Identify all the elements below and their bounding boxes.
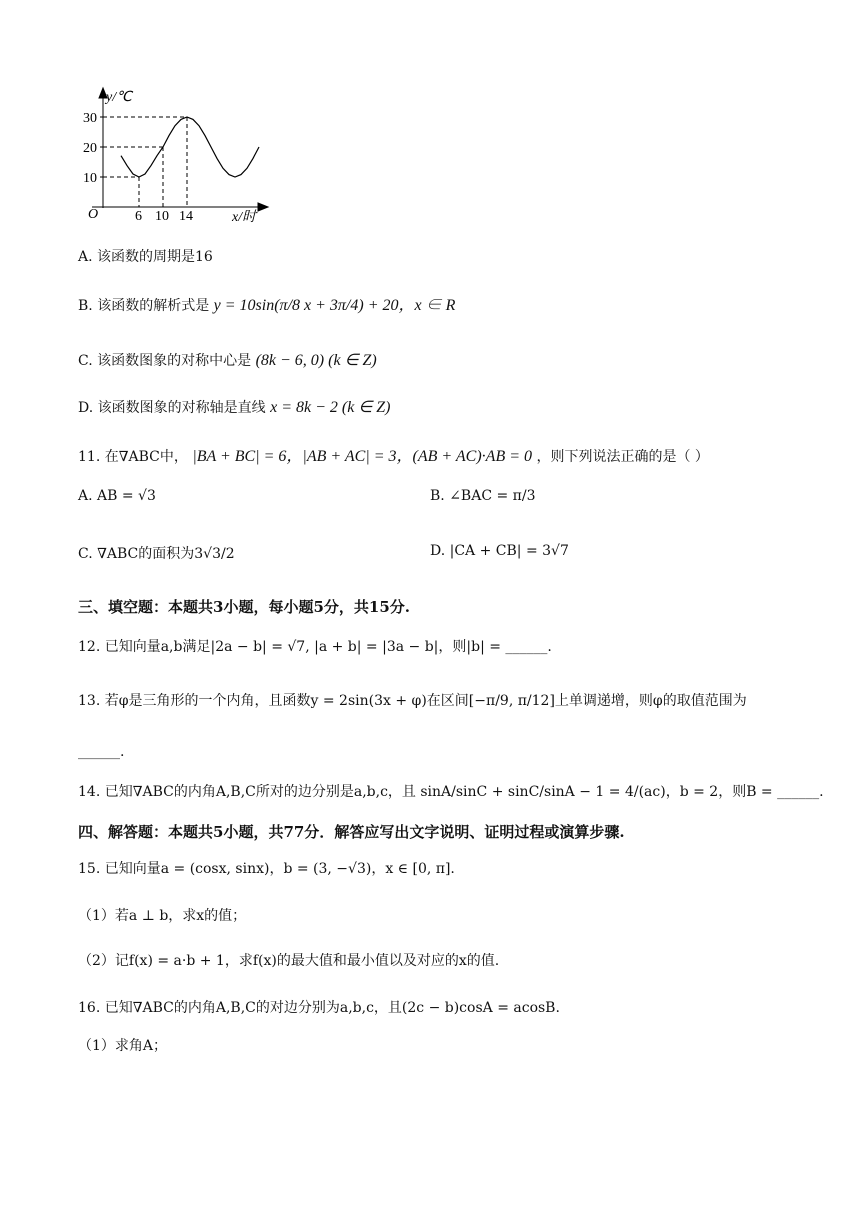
x-tick-label: 6 [135,209,142,224]
q10-option-d-text: D. 该函数图象的对称轴是直线 [78,400,266,416]
y-tick-label: 30 [83,111,97,126]
q14: 14. 已知∇ABC的内角A,B,C所对的边分别是a,b,c，且 sinA/sinC + sinC/sinA − 1 = 4/(ac)，b = 2，则B = ______. [78,784,824,800]
q10-option-b-formula: y = 10sin(π/8 x + 3π/4) + 20，x ∈ R [213,297,456,314]
q15-part-1: （1）若a ⊥ b，求x的值； [78,908,247,924]
q11-stem [78,443,709,466]
q10-option-c-formula: (8k − 6, 0) (k ∈ Z) [255,352,377,369]
section-3-heading: 三、填空题：本题共3小题，每小题5分，共15分. [78,598,410,616]
origin-label: O [88,207,99,222]
q11-stem-suffix: ，则下列说法正确的是（ ） [536,449,709,465]
q11-stem-formula: |BA + BC| = 6，|AB + AC| = 3，(AB + AC)·AB = 0 [192,448,533,465]
x-tick-label: 14 [179,209,193,224]
q10-option-a: A. 该函数的周期是16 [78,249,213,265]
q16-part-1: （1）求角A； [78,1038,168,1054]
q11-option-a: A. AB = √3 [78,488,156,504]
q10-option-c-text: C. 该函数图象的对称中心是 [78,353,252,369]
q11-option-d: D. |CA + CB| = 3√7 [430,543,569,559]
q10-option-d-formula: x = 8k − 2 (k ∈ Z) [270,399,391,416]
x-tick-label: 10 [155,209,169,224]
q11-option-c: C. ∇ABC的面积为3√3/2 [78,546,235,562]
q15-part-2: （2）记f(x) = a·b + 1，求f(x)的最大值和最小值以及对应的x的值. [78,953,500,969]
q12: 12. 已知向量a,b满足|2a − b| = √7, |a + b| = |3a − b|，则|b| = ______. [78,639,552,655]
q11-stem-prefix: 11. 在∇ABC中， [78,449,188,465]
x-axis-label: x/时 [232,210,257,225]
x-axis-arrow [258,203,268,211]
q11-option-b: B. ∠BAC = π/3 [430,488,536,504]
q15-stem: 15. 已知向量a = (cosx, sinx)，b = (3, −√3)，x ∈ [0, π]. [78,861,455,877]
section-4-heading: 四、解答题：本题共5小题，共77分．解答应写出文字说明、证明过程或演算步骤. [78,823,625,841]
function-graph [0,0,860,230]
y-tick-label: 20 [83,141,97,156]
q10-option-b [78,292,455,315]
y-axis-label: y/℃ [106,90,132,105]
q13-blank: ______. [78,744,125,760]
q10-option-c [78,350,377,370]
q16-stem: 16. 已知∇ABC的内角A,B,C的对边分别为a,b,c，且(2c − b)cosA = acosB. [78,1000,560,1016]
q10-option-d [78,397,390,417]
q10-option-b-text: B. 该函数的解析式是 [78,298,210,314]
q13: 13. 若φ是三角形的一个内角，且函数y = 2sin(3x + φ)在区间[−π/9, π/12]上单调递增，则φ的取值范围为 [78,693,747,709]
y-tick-label: 10 [83,171,97,186]
